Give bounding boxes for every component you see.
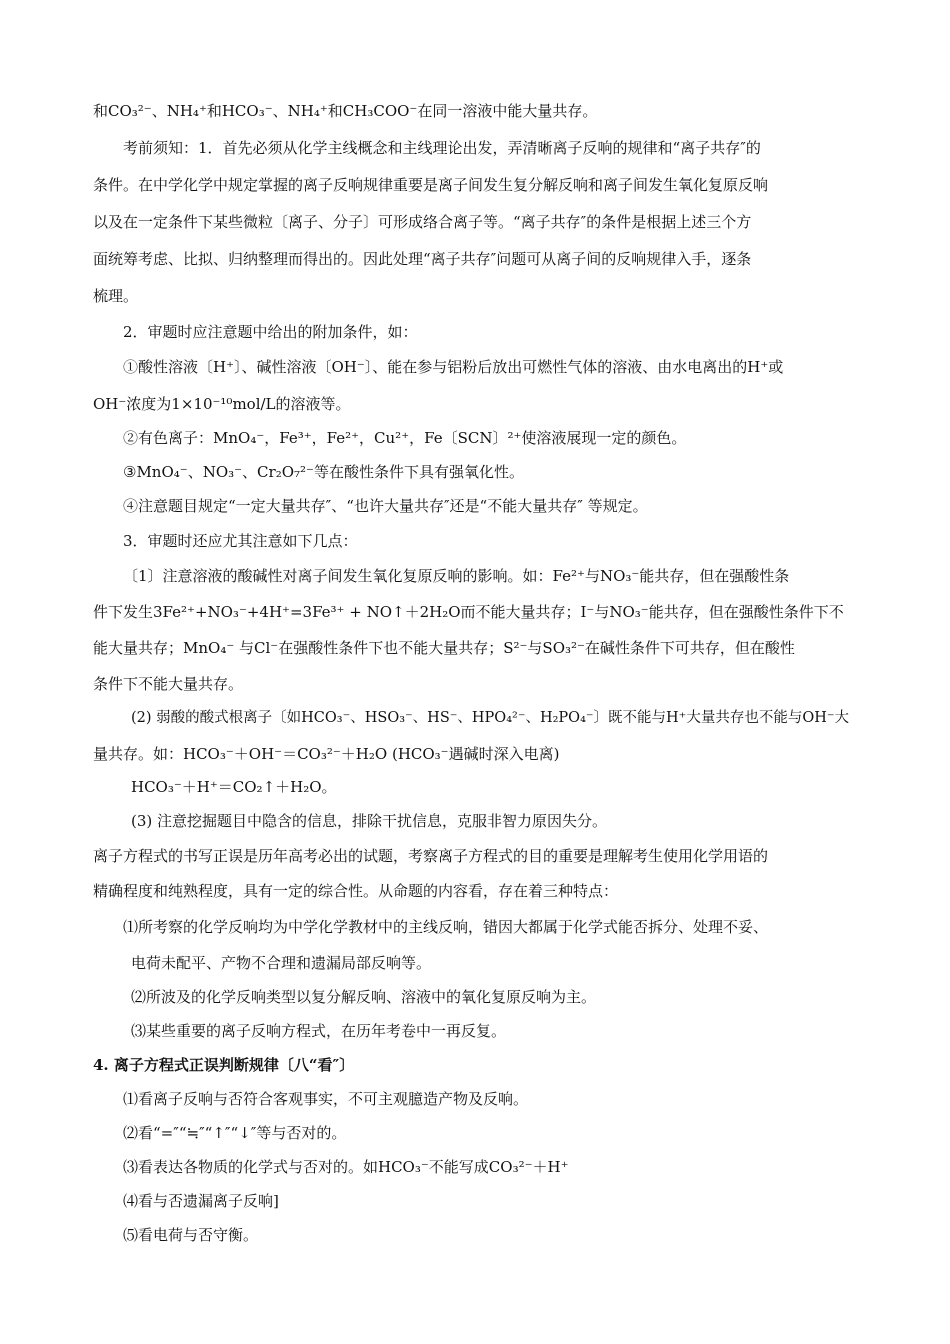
text-line: 电荷未配平、产物不合理和遗漏局部反响等。	[131, 954, 432, 972]
text-line: ⑷看与否遗漏离子反响]	[123, 1192, 279, 1210]
text-line: 量共存。如：HCO₃⁻＋OH⁻＝CO₃²⁻＋H₂O (HCO₃⁻遇碱时深入电离)	[93, 745, 560, 763]
text-line: ⑶看表达各物质的化学式与否对的。如HCO₃⁻不能写成CO₃²⁻＋H⁺	[123, 1158, 569, 1176]
text-line: 2．审题时应注意题中给出的附加条件，如：	[123, 323, 418, 341]
text-line: 面统筹考虑、比拟、归纳整理而得出的。因此处理“离子共存″问题可从离子间的反响规律入手，逐条	[93, 250, 752, 268]
text-line: ⑵所波及的化学反响类型以复分解反响、溶液中的氧化复原反响为主。	[131, 988, 597, 1006]
text-line: ⑵看“=″“≒″“↑″“↓″等与否对的。	[123, 1124, 347, 1142]
text-line: 〔1〕注意溶液的酸碱性对离子间发生氧化复原反响的影响。如：Fe²⁺与NO₃⁻能共存，但在强酸性条	[123, 567, 790, 585]
text-line: (2) 弱酸的酸式根离子〔如HCO₃⁻、HSO₃⁻、HS⁻、HPO₄²⁻、H₂PO₄⁻〕既不能与H⁺大量共存也不能与OH⁻大	[131, 710, 850, 726]
text-line: 件下发生3Fe²⁺+NO₃⁻+4H⁺=3Fe³⁺ + NO↑＋2H₂O而不能大量共存；I⁻与NO₃⁻能共存，但在强酸性条件下不	[93, 603, 844, 621]
text-line: ⑶某些重要的离子反响方程式，在历年考卷中一再反复。	[131, 1022, 507, 1040]
text-line: HCO₃⁻＋H⁺＝CO₂↑＋H₂O。	[131, 778, 337, 796]
text-line: 梳理。	[93, 287, 139, 305]
text-line: 条件。在中学化学中规定掌握的离子反响规律重要是离子间发生复分解反响和离子间发生氧化复原反响	[93, 176, 769, 194]
text-line: 精确程度和纯熟程度，具有一定的综合性。从命题的内容看，存在着三种特点：	[93, 882, 619, 900]
text-line: ③MnO₄⁻、NO₃⁻、Cr₂O₇²⁻等在酸性条件下具有强氧化性。	[123, 463, 524, 481]
text-line: ⑸看电荷与否守衡。	[123, 1226, 259, 1244]
text-line: ①酸性溶液〔H⁺〕、碱性溶液〔OH⁻〕、能在参与铝粉后放出可燃性气体的溶液、由水电离出的H⁺或	[123, 358, 784, 376]
text-line: 能大量共存；MnO₄⁻ 与Cl⁻在强酸性条件下也不能大量共存；S²⁻与SO₃²⁻在碱性条件下可共存，但在酸性	[93, 639, 795, 657]
text-line: ⑴看离子反响与否符合客观事实，不可主观臆造产物及反响。	[123, 1090, 529, 1108]
text-line: 3．审题时还应尤其注意如下几点：	[123, 532, 358, 550]
text-line: OH⁻浓度为1×10⁻¹⁰mol/L的溶液等。	[93, 395, 351, 413]
text-line: 和CO₃²⁻、NH₄⁺和HCO₃⁻、NH₄⁺和CH₃COO⁻在同一溶液中能大量共存。	[93, 102, 598, 120]
text-line: ⑴所考察的化学反响均为中学化学教材中的主线反响，错因大都属于化学式能否拆分、处理不妥、	[123, 918, 769, 936]
text-line: 以及在一定条件下某些微粒〔离子、分子〕可形成络合离子等。“离子共存″的条件是根据上述三个方	[93, 213, 752, 231]
text-line: 条件下不能大量共存。	[93, 675, 244, 693]
text-line: (3) 注意挖掘题目中隐含的信息，排除干扰信息，克服非智力原因失分。	[131, 812, 608, 830]
text-line: ④注意题目规定“一定大量共存″、“也许大量共存″还是“不能大量共存″ 等规定。	[123, 497, 648, 515]
text-line: 考前须知：1．首先必须从化学主线概念和主线理论出发，弄清晰离子反响的规律和“离子共存″的	[123, 139, 761, 157]
text-line: 4. 离子方程式正误判断规律〔八“看″〕	[93, 1056, 355, 1074]
text-line: 离子方程式的书写正误是历年高考必出的试题，考察离子方程式的目的重要是理解考生使用化学用语的	[93, 847, 769, 865]
text-line: ②有色离子：MnO₄⁻，Fe³⁺，Fe²⁺，Cu²⁺，Fe〔SCN〕²⁺使溶液展现一定的颜色。	[123, 429, 687, 447]
